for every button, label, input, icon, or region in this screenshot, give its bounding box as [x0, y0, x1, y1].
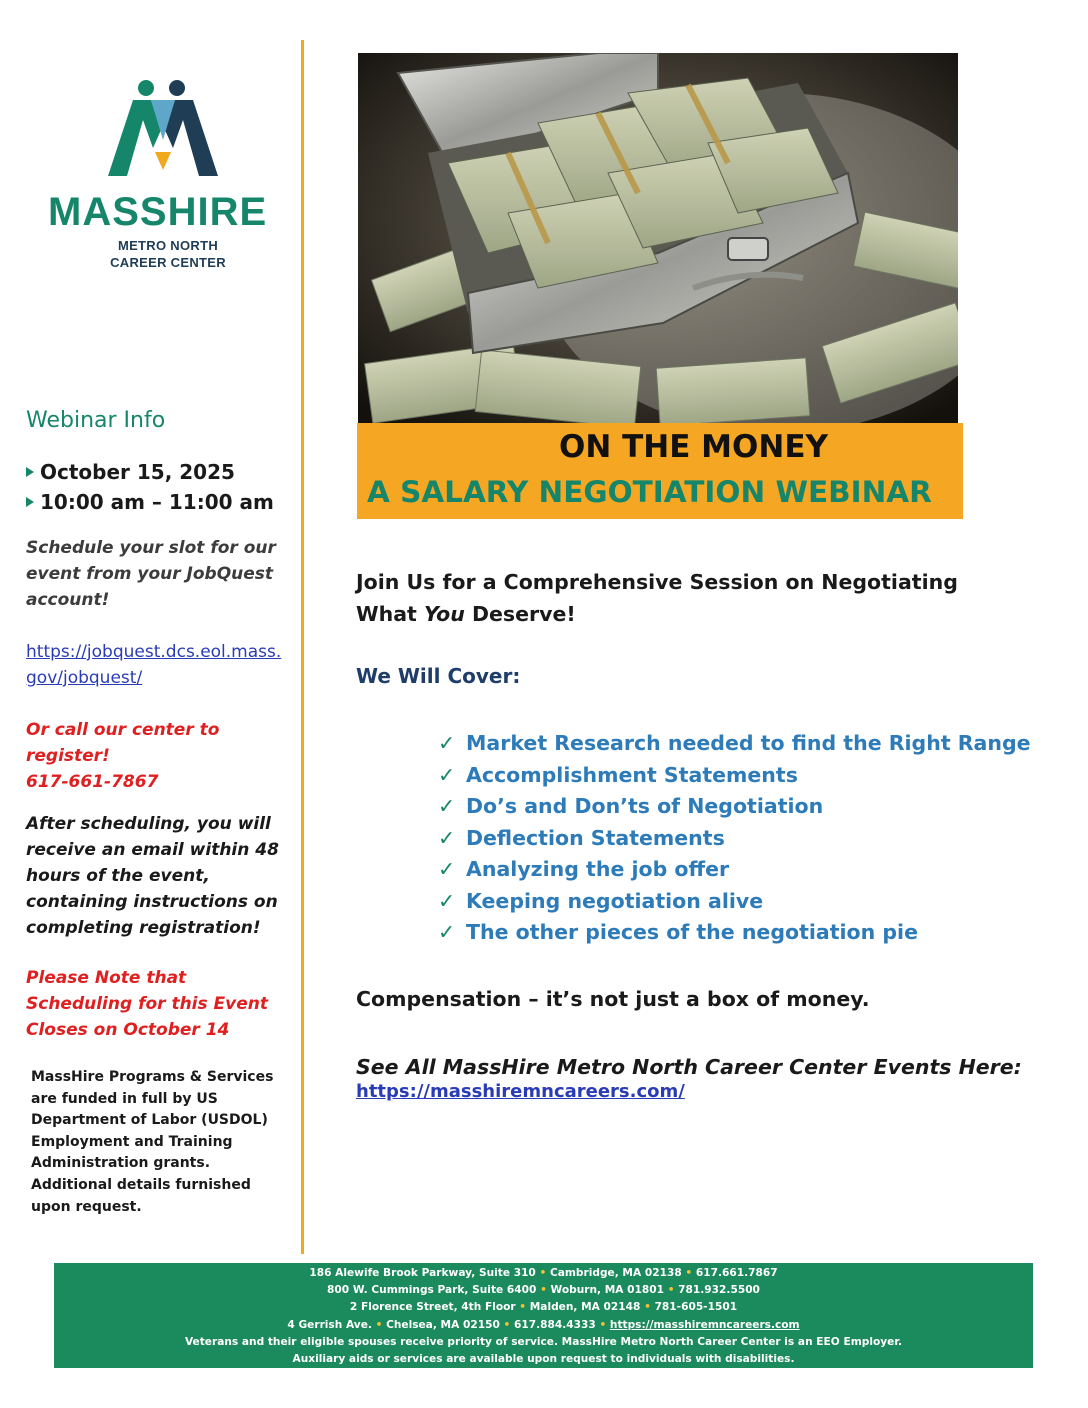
masshire-logo [48, 78, 288, 278]
schedule-instructions: Schedule your slot for our event from your JobQuest account! [26, 538, 276, 610]
vertical-divider [301, 40, 304, 1254]
footer-line-chelsea: 4 Gerrish Ave. • Chelsea, MA 02150 • 617.884.4333 • https://masshiremncareers.com [287, 1318, 800, 1331]
list-item: ✓ Market Research needed to find the Right Range [438, 728, 996, 760]
webinar-info-sidebar [26, 408, 298, 1218]
list-item: ✓ Do’s and Don’ts of Negotiation [438, 791, 996, 823]
main-content [356, 566, 1031, 1102]
see-all-events-text: See All MassHire Metro North Career Center Events Here: [356, 1054, 1022, 1079]
footer-line-malden: 2 Florence Street, 4th Floor • Malden, MA 02148 • 781-605-1501 [349, 1301, 738, 1314]
list-item: ✓ The other pieces of the negotiation pie [438, 917, 996, 949]
checkmark-icon: ✓ [438, 825, 456, 850]
compensation-statement: Compensation – it’s not just a box of money. [356, 986, 870, 1011]
masshire-logo-icon [103, 78, 223, 188]
footer-line-woburn: 800 W. Cummings Park, Suite 6400 • Woburn, MA 01801 • 781.932.5500 [327, 1284, 760, 1297]
checkmark-icon: ✓ [438, 857, 456, 881]
list-item: ✓ Accomplishment Statements [438, 760, 996, 792]
checkmark-icon: ✓ [438, 731, 456, 755]
checkmark-icon: ✓ [438, 920, 456, 944]
logo-subtitle-line2: CAREER CENTER [110, 255, 226, 270]
list-item: ✓ Analyzing the job offer [438, 854, 996, 886]
event-date: October 15, 2025 [26, 457, 298, 487]
footer-eeo-statement: Veterans and their eligible spouses receive priority of service. MassHire Metro North Career Center is an EEO Employer. [184, 1335, 903, 1348]
banner-subtitle: A SALARY NEGOTIATION WEBINAR [367, 475, 932, 509]
topics-list [438, 728, 1031, 949]
footer-website-link[interactable]: https://masshiremncareers.com [609, 1318, 800, 1331]
footer-addresses [54, 1263, 1033, 1368]
money-briefcase-image [358, 53, 958, 423]
after-scheduling-text: After scheduling, you will receive an email within 48 hours of the event, containing instructions on completing registration! [26, 814, 279, 938]
intro-line2: What You Deserve! [356, 602, 576, 626]
jobquest-link[interactable]: https://jobquest.dcs.eol.mass. gov/jobquest/ [26, 642, 282, 688]
logo-subtitle-line1: METRO NORTH [117, 238, 219, 253]
funding-disclaimer: MassHire Programs & Services are funded in full by US Department of Labor (USDOL) Employment and Training Administration grants. Additional details furnished upon request. [31, 1069, 274, 1215]
webinar-info-heading: Webinar Info [26, 408, 166, 433]
intro-line1: Join Us for a Comprehensive Session on Negotiating [356, 570, 958, 594]
scheduling-close-note: Please Note that Scheduling for this Event Closes on October 14 [26, 968, 268, 1040]
triangle-bullet-icon [26, 497, 34, 507]
banner-title: ON THE MONEY [559, 429, 828, 465]
list-item: ✓ Keeping negotiation alive [438, 886, 996, 918]
checkmark-icon: ✓ [438, 762, 456, 787]
center-phone: 617-661-7867 [26, 772, 159, 792]
footer-accessibility-statement: Auxiliary aids or services are available upon request to individuals with disabilities. [292, 1353, 795, 1366]
event-time: 10:00 am – 11:00 am [26, 487, 298, 517]
logo-wordmark: MASSHIRE [48, 190, 268, 234]
checkmark-icon: ✓ [438, 794, 456, 818]
cover-heading: We Will Cover: [356, 664, 521, 688]
footer-line-cambridge: 186 Alewife Brook Parkway, Suite 310 • Cambridge, MA 02138 • 617.661.7867 [309, 1267, 778, 1279]
checkmark-icon: ✓ [438, 888, 456, 913]
list-item: ✓ Deflection Statements [438, 823, 996, 855]
triangle-bullet-icon [26, 467, 34, 477]
title-banner [357, 423, 963, 519]
call-to-register: Or call our center to register! [26, 720, 220, 766]
events-link[interactable]: https://masshiremncareers.com/ [356, 1080, 685, 1102]
